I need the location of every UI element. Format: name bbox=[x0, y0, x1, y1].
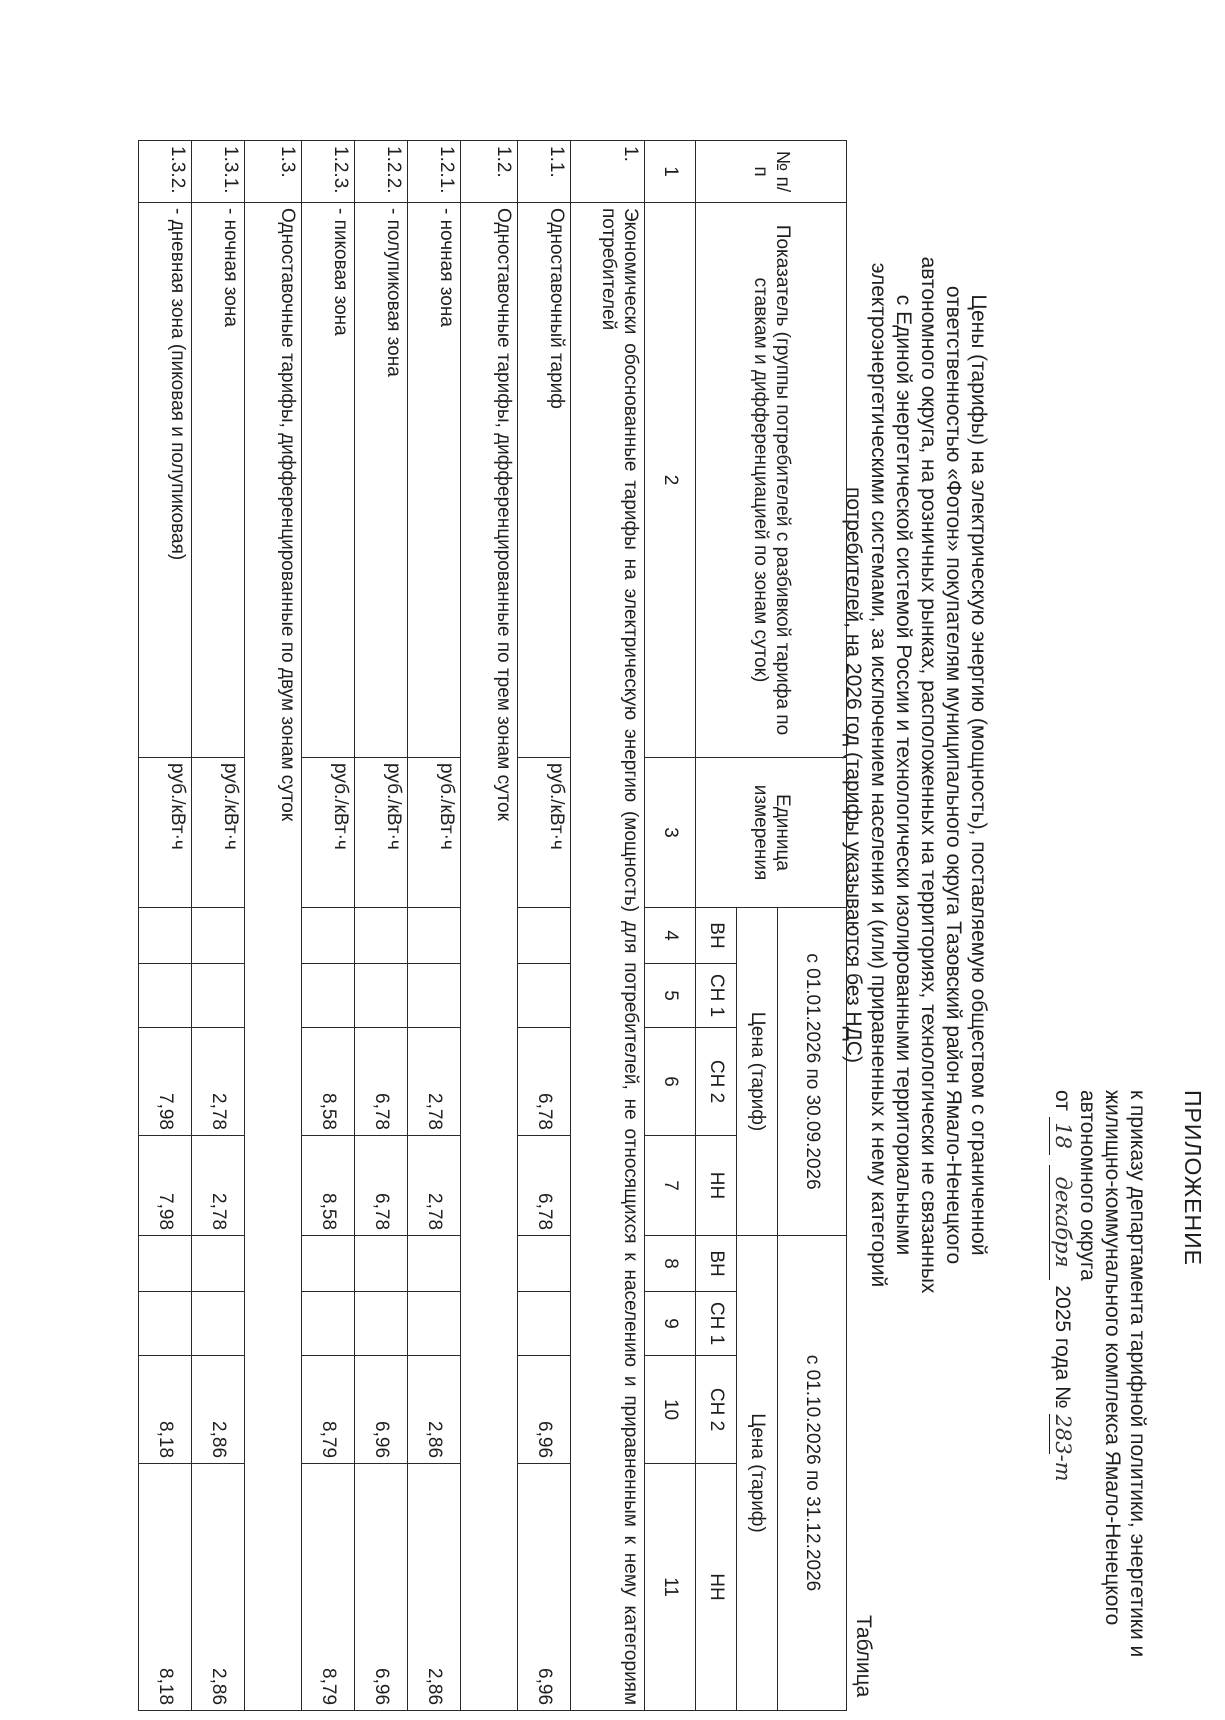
value-cell: 8,58 bbox=[302, 1028, 355, 1136]
row-unit: руб./кВт·ч bbox=[302, 758, 355, 908]
value-cell bbox=[355, 908, 408, 964]
row-name: - пиковая зона bbox=[302, 203, 355, 758]
tariff-table bbox=[138, 140, 847, 1711]
header-unit: Единица измерения bbox=[696, 758, 847, 908]
column-number: 4 bbox=[645, 908, 696, 964]
value-cell bbox=[518, 908, 571, 964]
row-no: 1.1. bbox=[518, 141, 571, 203]
value-cell bbox=[302, 1292, 355, 1356]
value-cell: 2,78 bbox=[408, 1028, 461, 1136]
row-unit: руб./кВт·ч bbox=[139, 758, 192, 908]
value-cell: 6,96 bbox=[355, 1464, 408, 1711]
column-number: 5 bbox=[645, 964, 696, 1028]
column-number: 8 bbox=[645, 1236, 696, 1292]
value-cell bbox=[518, 1292, 571, 1356]
value-cell bbox=[408, 908, 461, 964]
value-cell bbox=[192, 1236, 245, 1292]
value-cell: 2,86 bbox=[192, 1356, 245, 1464]
section-text: Одноставочные тарифы, дифференцированные по двум зонам суток bbox=[245, 203, 302, 1711]
handwritten-order-number: 283-т bbox=[1051, 1414, 1075, 1482]
table-caption: Таблица bbox=[852, 1615, 875, 1698]
row-name: - полупиковая зона bbox=[355, 203, 408, 758]
value-cell bbox=[139, 1292, 192, 1356]
column-number: 7 bbox=[645, 1136, 696, 1236]
level-header: ВН bbox=[696, 1236, 737, 1292]
value-cell: 2,86 bbox=[408, 1464, 461, 1711]
row-unit: руб./кВт·ч bbox=[355, 758, 408, 908]
row-no: 1.3.1. bbox=[192, 141, 245, 203]
row-no: 1.2.2. bbox=[355, 141, 408, 203]
value-cell: 8,79 bbox=[302, 1464, 355, 1711]
value-cell bbox=[355, 964, 408, 1028]
value-cell: 8,18 bbox=[139, 1464, 192, 1711]
table-row bbox=[355, 141, 408, 1711]
level-header: НН bbox=[696, 1136, 737, 1236]
row-name: Одноставочный тариф bbox=[518, 203, 571, 758]
section-row-1-2 bbox=[461, 141, 518, 1711]
table-row bbox=[139, 141, 192, 1711]
column-number-row bbox=[645, 141, 696, 1711]
row-no: 1. bbox=[571, 141, 645, 203]
section-text: Одноставочные тарифы, дифференцированные по трем зонам суток bbox=[461, 203, 518, 1711]
row-no: 1.2.3. bbox=[302, 141, 355, 203]
header-indicator: Показатель (группы потребителей с разбивкой тарифа по ставкам и дифференциацией по зонам суток) bbox=[696, 203, 847, 758]
value-cell bbox=[302, 908, 355, 964]
value-cell bbox=[302, 964, 355, 1028]
row-no: 1.2.1. bbox=[408, 141, 461, 203]
section-row-1-3 bbox=[245, 141, 302, 1711]
value-cell bbox=[408, 1292, 461, 1356]
order-date-line bbox=[1049, 1090, 1075, 1710]
column-number: 11 bbox=[645, 1464, 696, 1711]
value-cell: 6,78 bbox=[355, 1028, 408, 1136]
value-cell bbox=[408, 964, 461, 1028]
value-cell: 6,96 bbox=[355, 1356, 408, 1464]
value-cell: 2,78 bbox=[192, 1028, 245, 1136]
value-cell: 7,98 bbox=[139, 1028, 192, 1136]
value-cell: 2,86 bbox=[192, 1464, 245, 1711]
header-price-1: Цена (тариф) bbox=[737, 908, 778, 1236]
document-title: Цены (тарифы) на электрическую энергию (мощность), поставляемую обществом с ограниченной ответственностью «Фотон» покупателям муниципального округа Тазовский район Ямало-Ненецкого автономного округа, на розничных рынках, расположенных на территориях, технологически не связанных с Единой энергетической системой России и технологически изолированными территориальными электроэнергетическими системами, за исключением населения и (или) приравненных к нему категорий потребителей, на 2026 год (тарифы указываются без НДС) bbox=[842, 256, 990, 1294]
appendix-title: ПРИЛОЖЕНИЕ bbox=[1180, 1090, 1206, 1266]
row-no: 1.3.2. bbox=[139, 141, 192, 203]
value-cell bbox=[355, 1236, 408, 1292]
value-cell: 6,78 bbox=[355, 1136, 408, 1236]
value-cell: 6,78 bbox=[518, 1136, 571, 1236]
value-cell: 8,79 bbox=[302, 1356, 355, 1464]
row-no: 1.3. bbox=[245, 141, 302, 203]
level-header: СН 2 bbox=[696, 1028, 737, 1136]
row-name: - дневная зона (пиковая и полупиковая) bbox=[139, 203, 192, 758]
value-cell: 2,78 bbox=[408, 1136, 461, 1236]
table-row bbox=[518, 141, 571, 1711]
table-row bbox=[408, 141, 461, 1711]
column-number: 6 bbox=[645, 1028, 696, 1136]
value-cell bbox=[192, 1292, 245, 1356]
value-cell: 7,98 bbox=[139, 1136, 192, 1236]
table-row bbox=[302, 141, 355, 1711]
header-period-1: с 01.01.2026 по 30.09.2026 bbox=[778, 908, 847, 1236]
section-row-1 bbox=[571, 141, 645, 1711]
level-header: ВН bbox=[696, 908, 737, 964]
column-number: 9 bbox=[645, 1292, 696, 1356]
column-number: 3 bbox=[645, 758, 696, 908]
column-number: 1 bbox=[645, 141, 696, 203]
rotated-document-page bbox=[50, 30, 1225, 1720]
value-cell: 8,58 bbox=[302, 1136, 355, 1236]
value-cell: 8,18 bbox=[139, 1356, 192, 1464]
value-cell bbox=[518, 964, 571, 1028]
value-cell: 2,86 bbox=[408, 1356, 461, 1464]
value-cell: 6,96 bbox=[518, 1464, 571, 1711]
row-unit: руб./кВт·ч bbox=[192, 758, 245, 908]
level-header: СН 2 bbox=[696, 1356, 737, 1464]
value-cell bbox=[139, 964, 192, 1028]
level-header: СН 1 bbox=[696, 964, 737, 1028]
value-cell: 6,78 bbox=[518, 1028, 571, 1136]
header-price-2: Цена (тариф) bbox=[737, 1236, 778, 1711]
row-unit: руб./кВт·ч bbox=[518, 758, 571, 908]
handwritten-day: 18 bbox=[1049, 1117, 1075, 1155]
value-cell: 2,78 bbox=[192, 1136, 245, 1236]
row-no: 1.2. bbox=[461, 141, 518, 203]
row-name: - ночная зона bbox=[408, 203, 461, 758]
section-text: Экономически обоснованные тарифы на электрическую энергию (мощность) для потребителей, не относящихся к населению и приравненным к нему категориям потребителей bbox=[571, 203, 645, 1711]
level-header: СН 1 bbox=[696, 1292, 737, 1356]
handwritten-month: декабря bbox=[1049, 1165, 1075, 1280]
column-number: 2 bbox=[645, 203, 696, 758]
level-header: НН bbox=[696, 1464, 737, 1711]
table-row bbox=[192, 141, 245, 1711]
value-cell bbox=[518, 1236, 571, 1292]
header-no: № п/п bbox=[696, 141, 847, 203]
date-prefix: от bbox=[1051, 1090, 1074, 1111]
order-reference: к приказу департамента тарифной политики, энергетики и жилищно-коммунального комплекса Ямало-Ненецкого автономного округа bbox=[1076, 1090, 1149, 1658]
value-cell bbox=[192, 908, 245, 964]
date-year-text: 2025 года № bbox=[1051, 1285, 1074, 1409]
value-cell bbox=[139, 1236, 192, 1292]
header-period-2: с 01.10.2026 по 31.12.2026 bbox=[778, 1236, 847, 1711]
value-cell: 6,96 bbox=[518, 1356, 571, 1464]
value-cell bbox=[192, 964, 245, 1028]
column-number: 10 bbox=[645, 1356, 696, 1464]
value-cell bbox=[302, 1236, 355, 1292]
row-name: - ночная зона bbox=[192, 203, 245, 758]
row-unit: руб./кВт·ч bbox=[408, 758, 461, 908]
value-cell bbox=[139, 908, 192, 964]
appendix-header bbox=[1049, 1090, 1205, 1710]
value-cell bbox=[408, 1236, 461, 1292]
header-row-periods bbox=[778, 141, 847, 1711]
value-cell bbox=[355, 1292, 408, 1356]
